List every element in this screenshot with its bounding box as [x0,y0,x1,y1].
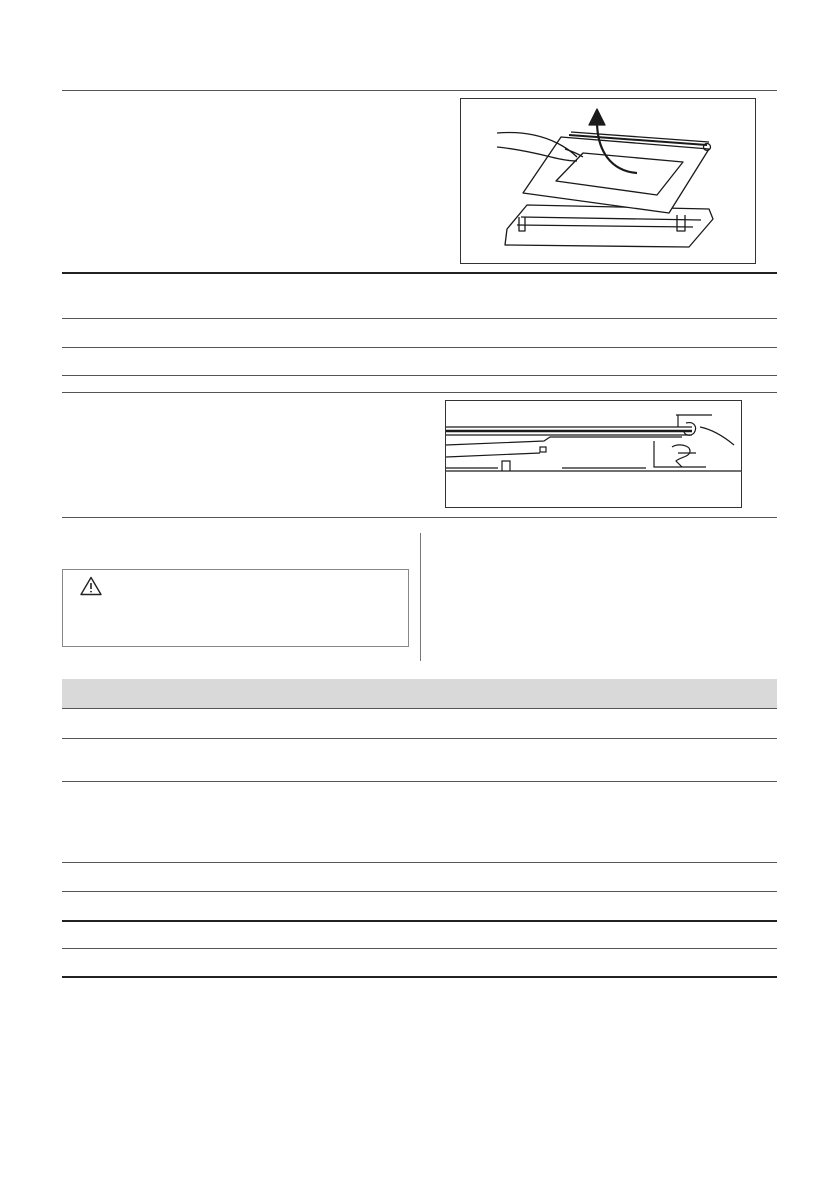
section-rule-3 [62,347,777,348]
top-rule [62,90,777,91]
column-divider [420,533,421,661]
table-row-rule-1 [62,738,777,739]
section-rule-1 [62,272,777,274]
table-row-rule-6 [62,948,777,949]
section-rule-5 [62,392,777,393]
section-rule-4 [62,375,777,376]
door-glass-figure [460,98,756,264]
warning-box [62,569,409,647]
door-glass-illustration [461,99,755,263]
table-row-rule-2 [62,781,777,782]
table-bottom-rule [62,976,777,978]
table-header [62,679,777,709]
table-row-rule-3 [62,862,777,863]
section-rule-6 [62,517,777,518]
section-rule-2 [62,318,777,319]
warning-triangle-icon [80,576,102,596]
table-row-rule-4 [62,891,777,892]
table-row-rule-5 [62,920,777,922]
shelf-support-figure [445,400,742,508]
shelf-support-illustration [446,401,741,507]
